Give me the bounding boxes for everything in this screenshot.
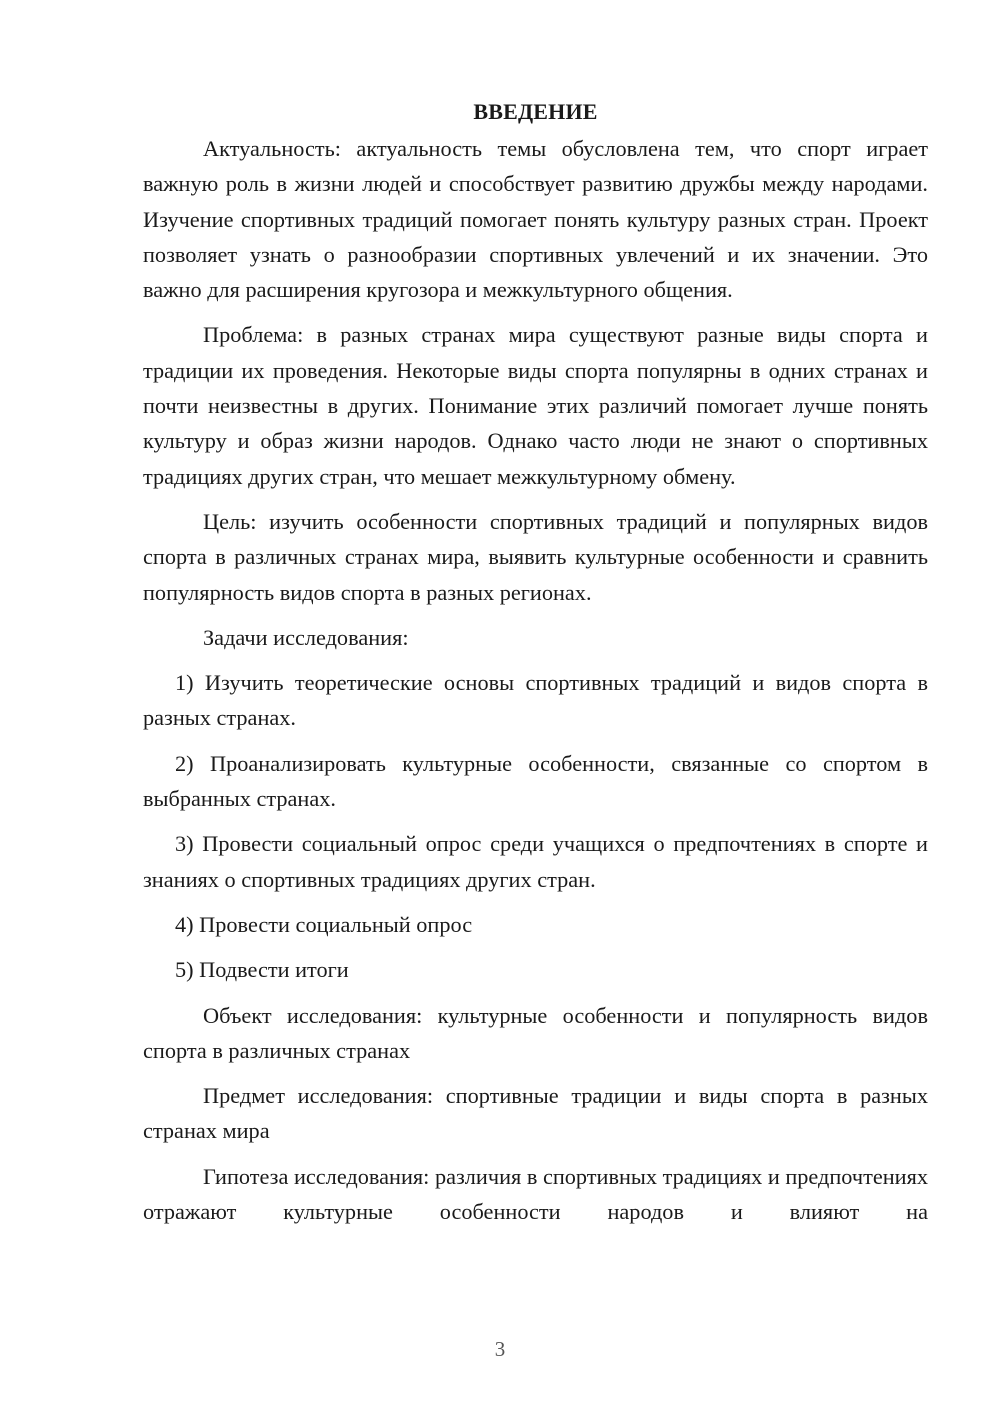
hypothesis-paragraph: Гипотеза исследования: различия в спортивных традициях и предпочтениях отражают культурные особенности народов и влияют на [143, 1163, 928, 1225]
problem-paragraph: Проблема: в разных странах мира существуют разные виды спорта и традиции их проведения. Некоторые виды спорта популярны в одних странах и почти неизвестны в других. Понимание этих различий помогает лучше понять культуру и образ жизни народов. Однако часто люди не знают о спортивных традициях других стран, что мешает межкультурному обмену. [143, 322, 928, 489]
page-number: 3 [494, 1337, 506, 1361]
task-item-1: 1) Изучить теоретические основы спортивных традиций и видов спорта в разных странах. [143, 670, 928, 731]
page-content [143, 94, 928, 1239]
task-item-5: 5) Подвести итоги [175, 957, 349, 983]
task-item-3: 3) Провести социальный опрос среди учащихся о предпочтениях в спорте и знаниях о спортивных традициях других стран. [143, 831, 928, 892]
task-item-4: 4) Провести социальный опрос [175, 911, 473, 937]
task-item-2: 2) Проанализировать культурные особенности, связанные со спортом в выбранных странах. [143, 750, 928, 812]
object-paragraph: Объект исследования: культурные особенности и популярность видов спорта в различных странах [143, 1002, 928, 1063]
relevance-paragraph: Актуальность: актуальность темы обусловлена тем, что спорт играет важную роль в жизни людей и способствует развитию дружбы между народами. Изучение спортивных традиций помогает понять культуру разных стран. Проект позволяет узнать о разнообразии спортивных увлечений и их значении. Это важно для расширения кругозора и межкультурного общения. [143, 136, 928, 303]
goal-paragraph: Цель: изучить особенности спортивных традиций и популярных видов спорта в различных странах мира, выявить культурные особенности и сравнить популярность видов спорта в разных регионах. [143, 508, 928, 605]
page-title: ВВЕДЕНИЕ [473, 99, 598, 124]
subject-paragraph: Предмет исследования: спортивные традиции и виды спорта в разных странах мира [143, 1083, 928, 1144]
tasks-title: Задачи исследования: [203, 624, 409, 650]
